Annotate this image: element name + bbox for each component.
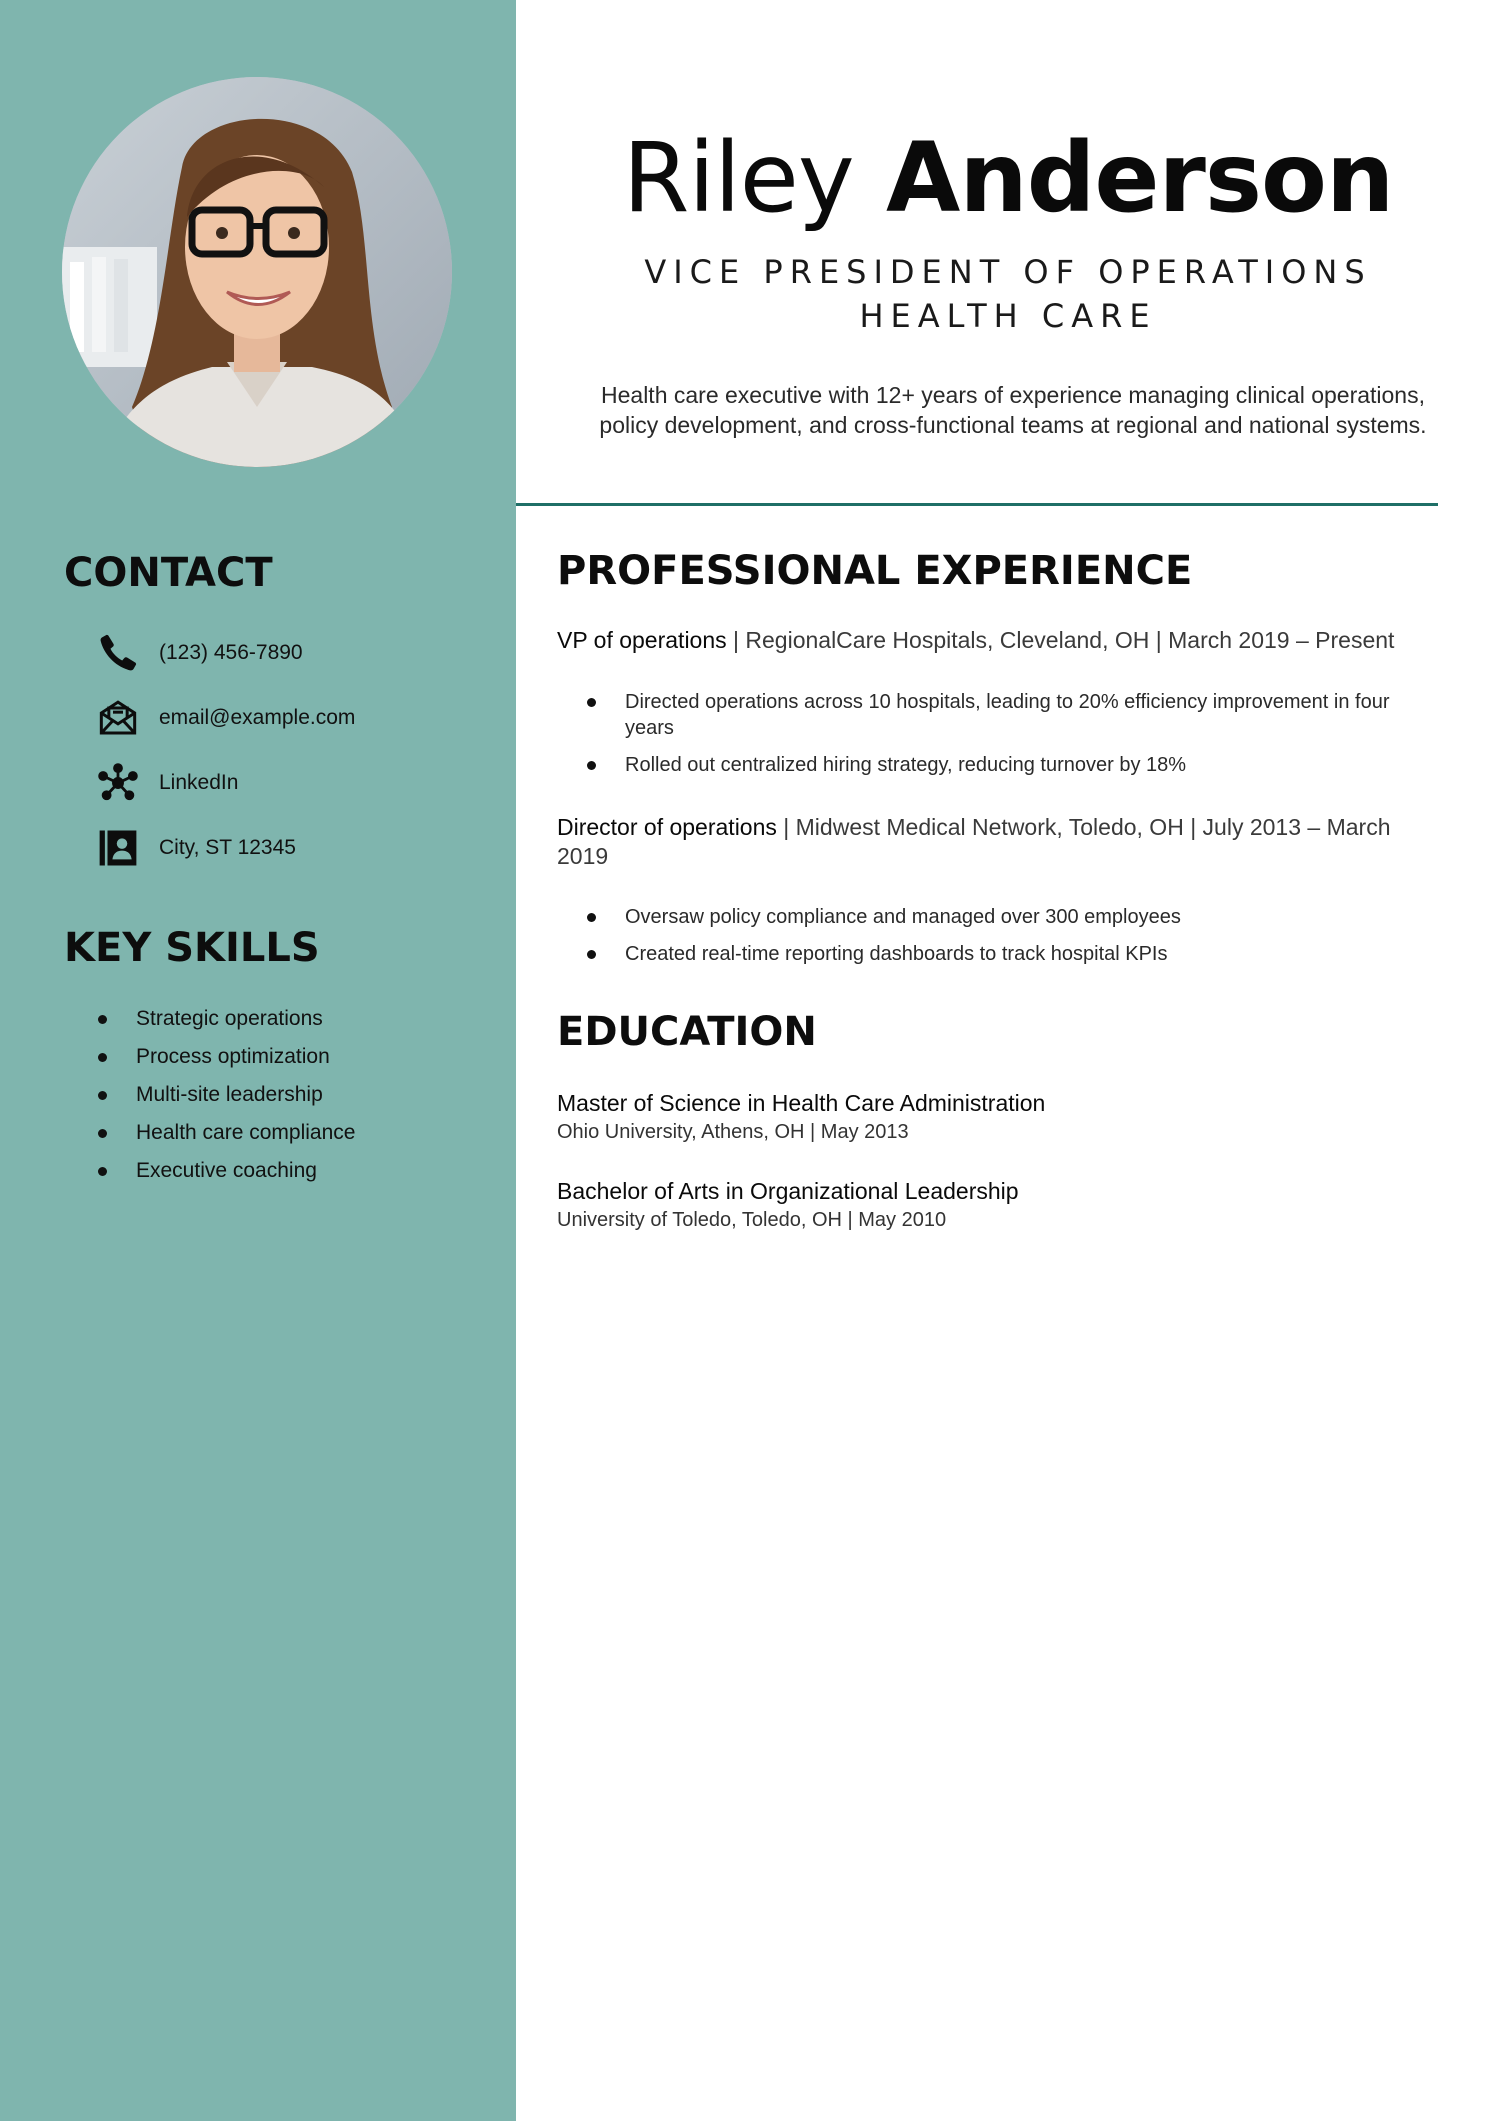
header-divider bbox=[516, 503, 1438, 506]
job-title-line2: HEALTH CARE bbox=[859, 297, 1157, 335]
school: University of Toledo, Toledo, OH | May 2010 bbox=[557, 1209, 947, 1231]
job-role: Director of operations bbox=[557, 814, 777, 840]
contact-email[interactable] bbox=[96, 693, 355, 743]
contact-phone-text: (123) 456-7890 bbox=[159, 641, 303, 664]
contact-phone[interactable] bbox=[96, 628, 303, 678]
job-entry-2 bbox=[557, 813, 1427, 871]
contact-linkedin-text: LinkedIn bbox=[159, 771, 239, 794]
education-item bbox=[557, 1089, 1427, 1146]
school: Ohio University, Athens, OH | May 2013 bbox=[557, 1121, 909, 1143]
degree: Master of Science in Health Care Administration bbox=[557, 1090, 1046, 1116]
envelope-icon bbox=[96, 696, 140, 740]
profile-photo bbox=[62, 77, 452, 467]
job-bullet: Directed operations across 10 hospitals, leading to 20% efficiency improvement in four years bbox=[585, 689, 1415, 741]
experience-heading: PROFESSIONAL EXPERIENCE bbox=[557, 548, 1193, 594]
first-name: Riley bbox=[622, 122, 854, 234]
contact-linkedin[interactable] bbox=[96, 758, 238, 808]
skill-item: Multi-site leadership bbox=[96, 1076, 355, 1114]
education-item bbox=[557, 1177, 1427, 1234]
contact-heading: CONTACT bbox=[64, 550, 273, 596]
skill-item: Executive coaching bbox=[96, 1152, 355, 1190]
job-role: VP of operations bbox=[557, 627, 727, 653]
contact-address-text: City, ST 12345 bbox=[159, 836, 296, 859]
skill-item: Strategic operations bbox=[96, 1000, 355, 1038]
job-bullet: Created real-time reporting dashboards to track hospital KPIs bbox=[585, 941, 1415, 967]
phone-icon bbox=[96, 631, 140, 675]
last-name: Anderson bbox=[886, 122, 1394, 234]
degree: Bachelor of Arts in Organizational Leadership bbox=[557, 1178, 1019, 1204]
job-title-line1: VICE PRESIDENT OF OPERATIONS bbox=[644, 253, 1372, 291]
job-entry-1 bbox=[557, 626, 1427, 655]
skills-heading: KEY SKILLS bbox=[64, 925, 320, 971]
summary: Health care executive with 12+ years of experience managing clinical operations, policy development, and cross-functional teams at regional and national systems. bbox=[599, 382, 1427, 438]
skills-list bbox=[96, 1000, 355, 1190]
contact-address[interactable] bbox=[96, 823, 296, 873]
education-heading: EDUCATION bbox=[557, 1009, 817, 1055]
candidate-name bbox=[516, 118, 1500, 238]
job-bullet: Oversaw policy compliance and managed over 300 employees bbox=[585, 904, 1415, 930]
address-book-icon bbox=[96, 826, 140, 870]
skill-item: Process optimization bbox=[96, 1038, 355, 1076]
job-details: | RegionalCare Hospitals, Cleveland, OH | March 2019 – Present bbox=[726, 627, 1395, 653]
network-icon bbox=[96, 761, 140, 805]
job-bullet: Rolled out centralized hiring strategy, reducing turnover by 18% bbox=[585, 752, 1415, 778]
job-2-bullets bbox=[585, 904, 1415, 978]
job-title bbox=[516, 250, 1500, 338]
contact-email-text: email@example.com bbox=[159, 706, 356, 729]
job-details: | Midwest Medical Network, Toledo, OH | July 2013 – March 2019 bbox=[557, 814, 1391, 869]
skill-item: Health care compliance bbox=[96, 1114, 355, 1152]
job-1-bullets bbox=[585, 689, 1415, 789]
